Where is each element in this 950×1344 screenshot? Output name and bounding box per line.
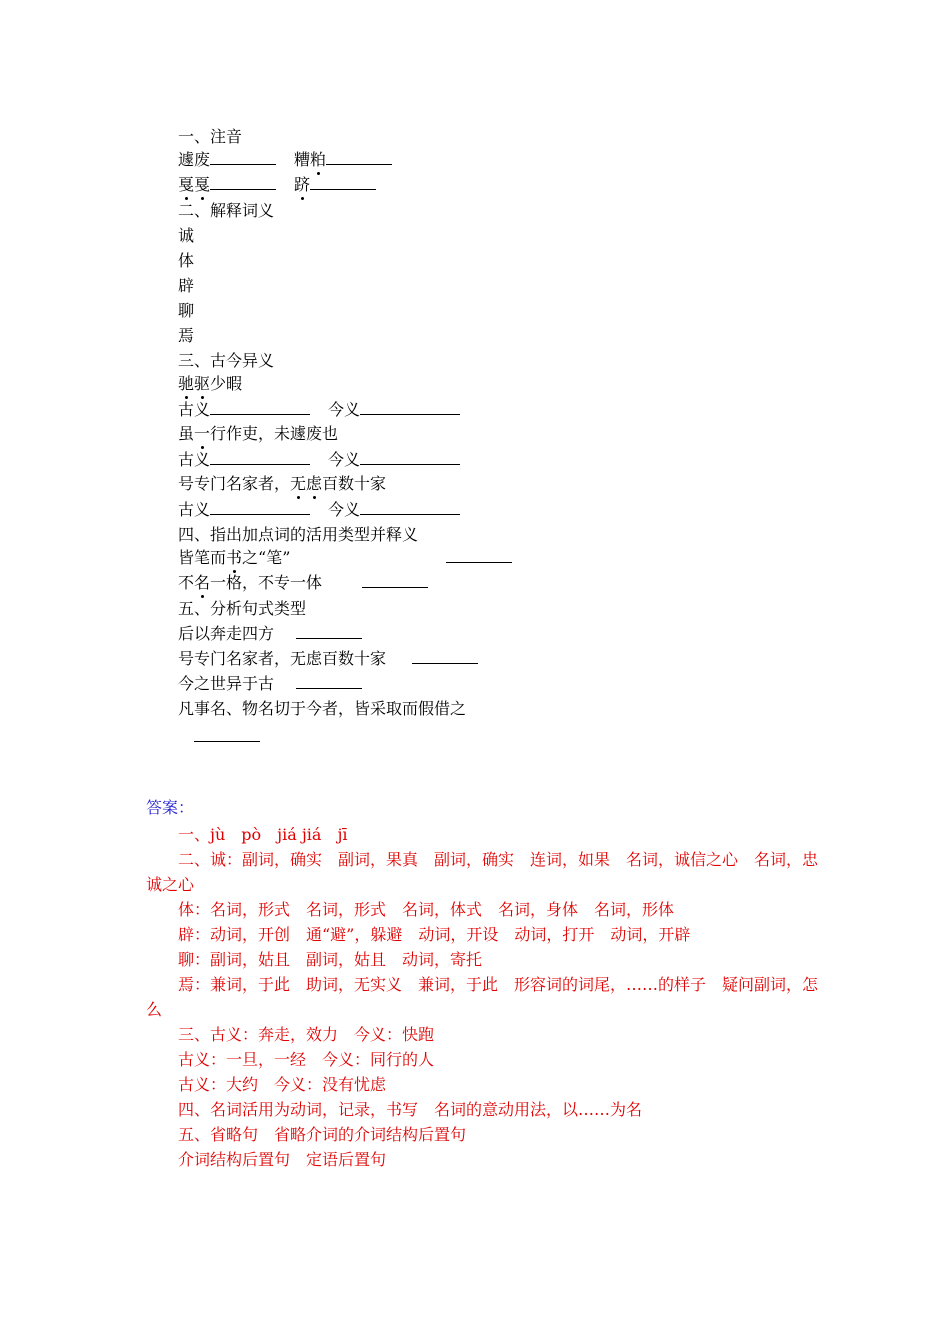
answer-label: 答案： bbox=[146, 798, 195, 817]
sentence-chiqu bbox=[178, 374, 242, 394]
answer-4: 辟：动词，开创 通“避”，躲避 动词，开设 动词，打开 动词，开辟 bbox=[178, 925, 691, 944]
answer-8: 古义：一旦，一经 今义：同行的人 bbox=[178, 1050, 435, 1069]
word-jufei: 遽废 bbox=[178, 150, 211, 169]
define-word: 诚 bbox=[178, 226, 195, 245]
dotted-char: 无 bbox=[290, 474, 307, 493]
sentence-text: 百数十家 bbox=[322, 474, 387, 493]
sentence-text: 少暇 bbox=[210, 374, 243, 393]
answer-blank-row bbox=[362, 573, 428, 593]
dotted-char: 驰 bbox=[178, 374, 195, 393]
sentence-bi bbox=[178, 548, 290, 568]
answer-6-line1: 焉：兼词，于此 助词，无实义 兼词，于此 形容词的词尾，……的样子 疑问副词，怎 bbox=[178, 975, 819, 994]
sentence-item: 号专门名家者，无虑百数十家 bbox=[178, 649, 387, 668]
gu-jin-row bbox=[178, 450, 460, 470]
word-jia1-dotted: 戛 bbox=[178, 175, 195, 194]
answer-blank bbox=[362, 573, 428, 588]
gu-label: 古义 bbox=[178, 400, 211, 419]
answer-10: 四、名词活用为动词，记录，书写 名词的意动用法，以……为名 bbox=[178, 1100, 643, 1119]
sentence-yixing bbox=[178, 424, 338, 444]
answer-9: 古义：大约 今义：没有忧虑 bbox=[178, 1075, 387, 1094]
answer-blank bbox=[296, 624, 362, 639]
answer-blank-row bbox=[296, 674, 362, 694]
answer-blank bbox=[310, 175, 376, 190]
section-2-title: 二、解释词义 bbox=[178, 201, 275, 220]
gu-jin-row bbox=[178, 400, 460, 420]
answer-blank bbox=[210, 150, 276, 165]
answer-blank bbox=[210, 175, 276, 190]
define-word: 辟 bbox=[178, 276, 195, 295]
dotted-char: 一 bbox=[194, 424, 211, 443]
sentence-text: 虽 bbox=[178, 424, 195, 443]
dotted-char: 名 bbox=[194, 573, 211, 592]
define-word: 焉 bbox=[178, 326, 195, 345]
section-5-title: 五、分析句式类型 bbox=[178, 599, 307, 618]
answer-blank bbox=[360, 400, 460, 415]
sentence-item: 后以奔走四方 bbox=[178, 624, 275, 643]
define-word: 体 bbox=[178, 251, 195, 270]
dotted-char: 驱 bbox=[194, 374, 211, 393]
answer-blank-row bbox=[296, 624, 362, 644]
jin-label: 今义 bbox=[328, 400, 361, 419]
answer-blank bbox=[360, 450, 460, 465]
answer-blank-row bbox=[412, 649, 478, 669]
answer-2-line2: 诚之心 bbox=[146, 875, 195, 894]
sentence-text: 之“笔” bbox=[242, 548, 291, 567]
answer-blank bbox=[210, 450, 310, 465]
section-1-title: 一、注音 bbox=[178, 127, 243, 146]
sentence-text: 号专门名家者， bbox=[178, 474, 291, 493]
answer-blank-row bbox=[194, 727, 260, 747]
answer-blank bbox=[326, 150, 392, 165]
sentence-text: 皆笔而 bbox=[178, 548, 227, 567]
pinyin-row-2 bbox=[178, 175, 376, 195]
dotted-char: 书 bbox=[226, 548, 243, 567]
answer-12: 介词结构后置句 定语后置句 bbox=[178, 1150, 387, 1169]
answer-blank bbox=[210, 500, 310, 515]
answer-5: 聊：副词，姑且 副词，姑且 动词，寄托 bbox=[178, 950, 483, 969]
jin-label: 今义 bbox=[328, 500, 361, 519]
word-jia2-dotted: 戛 bbox=[194, 175, 211, 194]
section-3-title: 三、古今异义 bbox=[178, 351, 275, 370]
define-word: 聊 bbox=[178, 301, 195, 320]
sentence-item: 凡事名、物名切于今者，皆采取而假借之 bbox=[178, 699, 467, 718]
answer-blank bbox=[446, 548, 512, 563]
word-po-dotted: 粕 bbox=[310, 150, 327, 169]
sentence-wulv bbox=[178, 474, 386, 494]
word-ji-dotted: 跻 bbox=[294, 175, 311, 194]
jin-label: 今义 bbox=[328, 450, 361, 469]
pinyin-row-1 bbox=[178, 150, 392, 170]
answer-blank bbox=[412, 649, 478, 664]
sentence-text: 行作吏，未遽废也 bbox=[210, 424, 339, 443]
answer-3: 体：名词，形式 名词，形式 名词，体式 名词，身体 名词，形体 bbox=[178, 900, 675, 919]
answer-2-line1: 二、诚：副词，确实 副词，果真 副词，确实 连词，如果 名词，诚信之心 名词，忠 bbox=[178, 850, 819, 869]
section-4-title: 四、指出加点词的活用类型并释义 bbox=[178, 525, 419, 544]
answer-6-line2: 么 bbox=[146, 1000, 163, 1019]
answer-1: 一、jù pò jiá jiá jī bbox=[178, 825, 348, 844]
gu-jin-row bbox=[178, 500, 460, 520]
sentence-text: 不 bbox=[178, 573, 195, 592]
answer-blank bbox=[360, 500, 460, 515]
sentence-text: 一格，不专一体 bbox=[210, 573, 323, 592]
gu-label: 古义 bbox=[178, 450, 211, 469]
answer-11: 五、省略句 省略介词的介词结构后置句 bbox=[178, 1125, 467, 1144]
word-zao: 糟 bbox=[294, 150, 311, 169]
gu-label: 古义 bbox=[178, 500, 211, 519]
sentence-ming bbox=[178, 573, 322, 593]
dotted-char: 虑 bbox=[306, 474, 323, 493]
sentence-item: 今之世异于古 bbox=[178, 674, 275, 693]
answer-blank bbox=[210, 400, 310, 415]
answer-blank bbox=[194, 727, 260, 742]
answer-blank bbox=[296, 674, 362, 689]
answer-7: 三、古义：奔走，效力 今义：快跑 bbox=[178, 1025, 435, 1044]
answer-blank-row bbox=[446, 548, 512, 568]
